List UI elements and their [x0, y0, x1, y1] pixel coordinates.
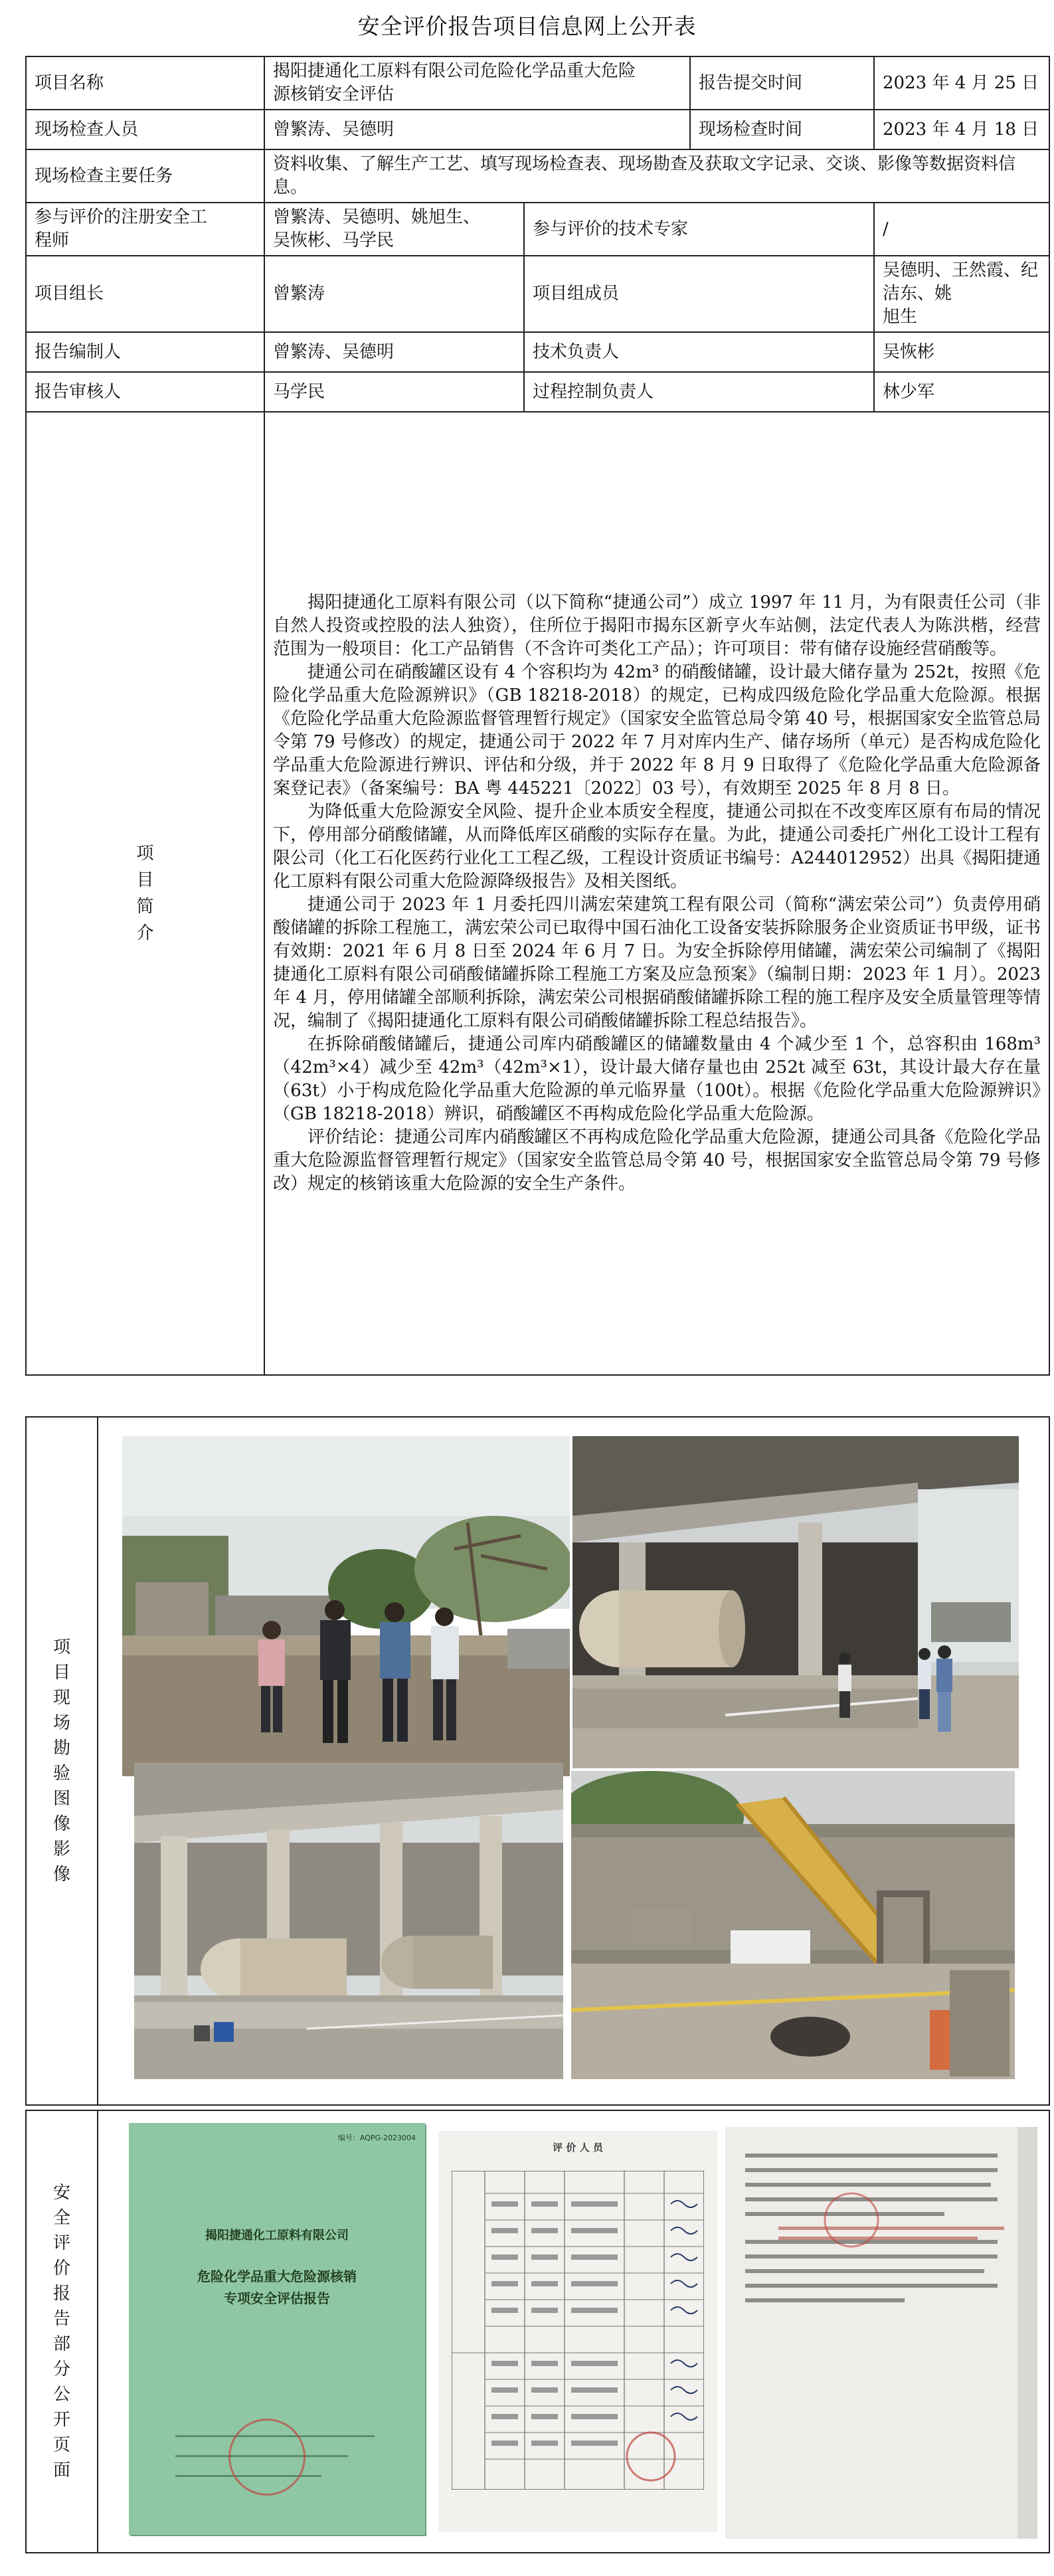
engineers-label: [26, 203, 264, 256]
members-line1: 吴德明、王然霞、纪洁东、姚: [883, 260, 1039, 304]
experts-label: 参与评价的技术专家: [524, 203, 874, 256]
staff-table-graphic: [452, 2171, 704, 2490]
report-pages-cell: [98, 2110, 1049, 2553]
inspectors-value: 曾繁涛、吴德明: [264, 110, 690, 149]
official-seal-icon: [228, 2419, 306, 2496]
photos-label-char: 图: [52, 1789, 70, 1809]
staff-page-title: 评 价 人 员: [553, 2142, 603, 2154]
report-label-char: 价: [52, 2258, 70, 2278]
report-label-char: 页: [52, 2435, 70, 2455]
cover-title-line2: 专项安全评估报告: [224, 2290, 330, 2306]
report-label-char: 公: [52, 2385, 70, 2405]
report-label-char: 部: [52, 2334, 70, 2354]
members-label: 项目组成员: [524, 256, 874, 332]
report-label-char: 报: [52, 2284, 70, 2304]
report-cover-page: [129, 2123, 425, 2535]
summary-paragraph-4: 捷通公司于 2023 年 1 月委托四川满宏荣建筑工程有限公司（简称“满宏荣公司”）负责停用硝酸储罐的拆除工程施工，满宏荣公司已取得中国石油化工设备安装拆除服务企业资质证书甲级，证书有效期：2021 年 6 月 8 日至 2024 年 6 月 7 日。为安全拆除停用储罐，满宏荣公司编制了《揭阳捷通化工原料有限公司硝酸储罐拆除工程施工方案及应急预案》（编制日期：2023 年 1 月）。2023 年 4 月，停用储罐全部顺利拆除，满宏荣公司根据硝酸储罐拆除工程的施工程序及安全质量管理等情况，编制了《揭阳捷通化工原料有限公司硝酸储罐拆除工程总结报告》。: [273, 895, 1041, 1031]
site-photo-tank-area: [134, 1763, 563, 2079]
reviewer-label: 报告审核人: [26, 372, 264, 412]
experts-value: /: [874, 203, 1049, 256]
leader-label: 项目组长: [26, 256, 264, 332]
cover-number: 编号：AQPG-2023004: [337, 2134, 416, 2142]
summary-text: [264, 412, 1049, 1375]
engineers-label-line2: 程师: [35, 230, 70, 250]
inspectors-label: 现场检查人员: [26, 110, 264, 149]
project-name-value: [264, 56, 690, 110]
photos-label-char: 验: [52, 1764, 70, 1784]
summary-paragraph-1: 揭阳捷通化工原料有限公司（以下简称“捷通公司”）成立 1997 年 11 月，为有限责任公司（非自然人投资或控股的法人独资），住所位于揭阳市揭东区新亨火车站侧，法定代表人为陈洪楷，经营范围为一般项目：化工产品销售（不含许可类化工产品）；许可项目：带有储存设施经营硝酸等。: [273, 593, 1041, 659]
report-pages-table: [25, 2110, 1050, 2553]
tech-lead-value: 吴恢彬: [874, 332, 1049, 372]
report-staff-page: [438, 2131, 717, 2532]
summary-paragraph-6: 评价结论：捷通公司库内硝酸罐区不再构成危险化学品重大危险源，捷通公司具备《危险化学品重大危险源监督管理暂行规定》（国家安全监管总局令第 40 号，根据国家安全监管总局令第 79 号修改）规定的核销该重大危险源的安全生产条件。: [273, 1127, 1041, 1194]
report-conclusion-page: [725, 2127, 1037, 2539]
photos-label-char: 勘: [52, 1738, 70, 1758]
project-name-line1: 揭阳捷通化工原料有限公司危险化学品重大危险: [273, 61, 636, 81]
members-line2: 旭生: [883, 307, 918, 327]
site-photo-stairs-pit: [571, 1771, 1015, 2079]
report-label-char: 安: [52, 2183, 70, 2203]
report-label-char: 面: [52, 2460, 70, 2480]
inspect-time-label: 现场检查时间: [690, 110, 874, 149]
process-control-label: 过程控制负责人: [524, 372, 874, 412]
engineers-label-line1: 参与评价的注册安全工: [35, 207, 208, 227]
summary-paragraph-2: 捷通公司在硝酸罐区设有 4 个容积均为 42m³ 的硝酸储罐，设计最大储存量为 252t，按照《危险化学品重大危险源辨识》（GB 18218-2018）的规定，已构成四级危险化学品重大危险源。根据《危险化学品重大危险源监督管理暂行规定》（国家安全监管总局令第 40 号，根据国家安全监管总局令第 79 号修改）的规定，捷通公司于 2022 年 7 月对库内生产、储存场所（单元）是否构成危险化学品重大危险源进行辨识、评估和分级，并于 2022 年 8 月 9 日取得了《危险化学品重大危险源备案登记表》（备案编号：BA 粤 445221〔2022〕03 号），有效期至 2025 年 8 月 8 日。: [273, 662, 1041, 798]
submit-time-value: 2023 年 4 月 25 日: [874, 56, 1049, 110]
tech-lead-label: 技术负责人: [524, 332, 874, 372]
engineers-line1: 曾繁涛、吴德明、姚旭生、: [273, 207, 481, 227]
submit-time-label: 报告提交时间: [690, 56, 874, 110]
report-label-char: 告: [52, 2309, 70, 2329]
tasks-value: 资料收集、了解生产工艺、填写现场检查表、现场勘查及获取文字记录、交谈、影像等数据资料信息。: [264, 149, 1049, 203]
site-photo-shed-tank: [572, 1436, 1019, 1768]
info-table: [25, 56, 1050, 1376]
photo-table: [25, 1416, 1050, 2106]
reviewer-value: 马学民: [264, 372, 524, 412]
summary-paragraph-3: 为降低重大危险源安全风险、提升企业本质安全程度，捷通公司拟在不改变库区原有布局的情况下，停用部分硝酸储罐，从而降低库区硝酸的实际存在量。为此，捷通公司委托广州化工设计工程有限公司（化工石化医药行业化工工程乙级，工程设计资质证书编号：A244012952）出具《揭阳捷通化工原料有限公司重大危险源降级报告》及相关图纸。: [273, 802, 1041, 891]
photos-label-char: 目: [52, 1663, 70, 1683]
summary-paragraph-5: 在拆除硝酸储罐后，捷通公司库内硝酸罐区的储罐数量由 4 个减少至 1 个，总容积由 168m³（42m³×4）减少至 42m³（42m³×1），设计最大储存量也由 252t 减至 63t，其设计最大存在量（63t）小于构成危险化学品重大危险源的单元临界量（100t）。根据《危险化学品重大危险源辨识》（GB 18218-2018）辨识，硝酸罐区不再构成危险化学品重大危险源。: [273, 1034, 1041, 1124]
cover-company: 揭阳捷通化工原料有限公司: [205, 2229, 349, 2243]
project-name-label: 项目名称: [26, 56, 264, 110]
leader-value: 曾繁涛: [264, 256, 524, 332]
conclusion-page-graphic: [725, 2127, 1037, 2539]
site-photo-inspectors: [122, 1436, 570, 1776]
photos-label-char: 现: [52, 1688, 70, 1708]
editors-value: 曾繁涛、吴德明: [264, 332, 524, 372]
engineers-value: [264, 203, 524, 256]
process-control-value: 林少军: [874, 372, 1049, 412]
report-label-cell: [26, 2110, 98, 2553]
cover-title-line1: 危险化学品重大危险源核销: [197, 2268, 357, 2284]
photos-label-cell: [26, 1417, 98, 2105]
page-title: 安全评价报告项目信息网上公开表: [357, 13, 697, 39]
report-label-char: 全: [52, 2208, 70, 2228]
photos-label-char: 场: [52, 1713, 70, 1733]
photos-label-char: 像: [52, 1865, 70, 1885]
inspect-time-value: 2023 年 4 月 18 日: [874, 110, 1049, 149]
engineers-line2: 吴恢彬、马学民: [273, 230, 395, 250]
members-value: [874, 256, 1049, 332]
report-label-char: 开: [52, 2410, 70, 2430]
photos-label-char: 影: [52, 1839, 70, 1859]
photos-label-char: 项: [52, 1637, 70, 1657]
summary-label: 项 目 简 介: [136, 844, 154, 943]
editors-label: 报告编制人: [26, 332, 264, 372]
photos-cell: [98, 1417, 1049, 2105]
summary-label-cell: [26, 412, 264, 1375]
photos-label-char: 像: [52, 1814, 70, 1834]
project-name-line2: 源核销安全评估: [273, 84, 395, 104]
tasks-label: 现场检查主要任务: [26, 149, 264, 203]
report-label-char: 评: [52, 2233, 70, 2253]
report-label-char: 分: [52, 2359, 70, 2379]
